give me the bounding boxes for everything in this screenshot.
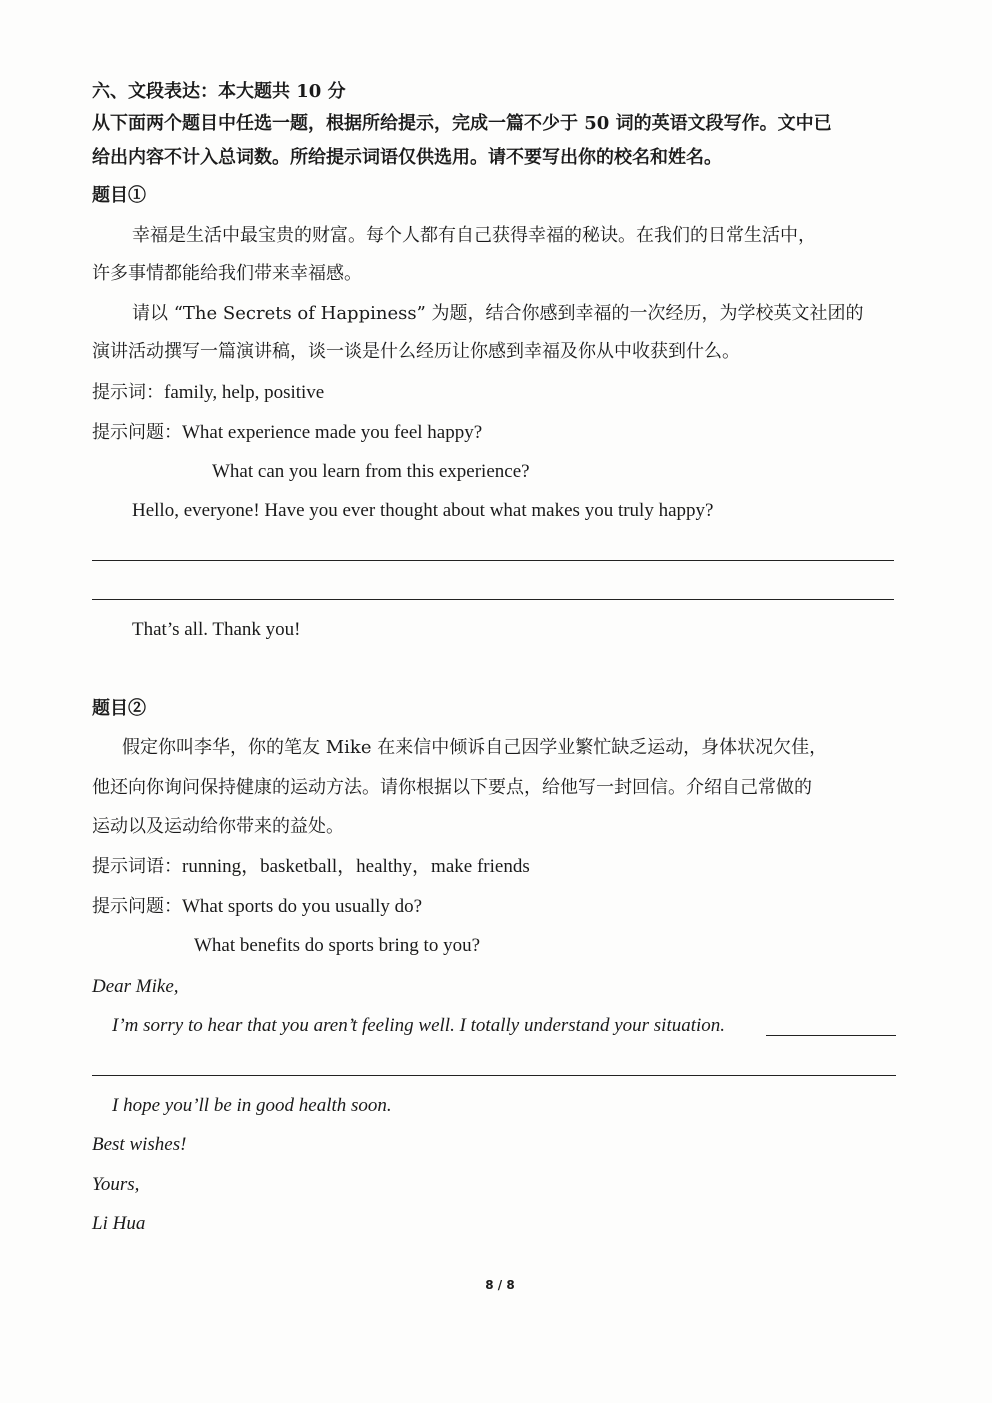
letter-signature: Li Hua xyxy=(92,1213,146,1234)
topic-2-hint-words xyxy=(92,855,530,879)
topic-1-hint-words-list: family, help, positive xyxy=(164,382,325,403)
topic-2-question-1: What sports do you usually do? xyxy=(182,896,423,917)
topic-1-paragraph-1-line-1: 幸福是生活中最宝贵的财富。每个人都有自己获得幸福的秘诀。在我们的日常生活中， xyxy=(132,225,816,246)
topic-2-answer-line-1[interactable] xyxy=(92,1075,896,1076)
topic-2-paragraph-line-2: 他还向你询问保持健康的运动方法。请你根据以下要点，给他写一封回信。介绍自己常做的 xyxy=(92,777,812,798)
topic-1-paragraph-2-line-2: 演讲活动撰写一篇演讲稿，谈一谈是什么经历让你感到幸福及你从中收获到什么。 xyxy=(92,341,740,362)
section-heading: 六、文段表达：本大题共 10 分 xyxy=(92,81,346,102)
topic-1-answer-line-2[interactable] xyxy=(92,599,894,600)
topic-2-hint-words-list: running，basketball，healthy，make friends xyxy=(182,856,530,877)
topic-1-hint-words xyxy=(92,381,324,405)
letter-best-wishes: Best wishes! xyxy=(92,1134,187,1155)
topic-2-hint-question-1 xyxy=(92,895,422,919)
topic-1-paragraph-2-line-1: 请以 “The Secrets of Happiness” 为题，结合你感到幸福的一次经历，为学校英文社团的 xyxy=(132,303,864,324)
topic-2-paragraph-line-3: 运动以及运动给你带来的益处。 xyxy=(92,816,344,837)
letter-opening-sentence: I’m sorry to hear that you aren’t feeling well. I totally understand your situation. xyxy=(112,1015,726,1036)
topic-1-question-1: What experience made you feel happy? xyxy=(182,422,483,443)
topic-2-hint-questions-label: 提示问题： xyxy=(92,896,182,917)
topic-1-opening-sentence: Hello, everyone! Have you ever thought about what makes you truly happy? xyxy=(132,500,714,521)
topic-2-paragraph-line-1: 假定你叫李华，你的笔友 Mike 在来信中倾诉自己因学业繁忙缺乏运动，身体状况欠佳， xyxy=(122,737,828,758)
topic-1-question-2: What can you learn from this experience? xyxy=(212,461,530,482)
letter-yours: Yours, xyxy=(92,1174,140,1195)
topic-2-question-2: What benefits do sports bring to you? xyxy=(194,935,481,956)
topic-2-hint-words-label: 提示词语： xyxy=(92,856,182,877)
topic-1-paragraph-1-line-2: 许多事情都能给我们带来幸福感。 xyxy=(92,263,362,284)
topic-2-title: 题目② xyxy=(92,698,146,719)
instructions-line-1: 从下面两个题目中任选一题，根据所给提示，完成一篇不少于 50 词的英语文段写作。文中已 xyxy=(92,113,832,134)
letter-salutation: Dear Mike, xyxy=(92,976,179,997)
page-number: 8 / 8 xyxy=(485,1278,515,1292)
topic-2-answer-line-inline[interactable] xyxy=(766,1035,896,1036)
topic-1-hint-questions-label: 提示问题： xyxy=(92,422,182,443)
topic-1-closing-sentence: That’s all. Thank you! xyxy=(132,619,301,640)
topic-1-hint-words-label: 提示词： xyxy=(92,382,164,403)
topic-1-title: 题目① xyxy=(92,185,146,206)
instructions-line-2: 给出内容不计入总词数。所给提示词语仅供选用。请不要写出你的校名和姓名。 xyxy=(92,147,722,168)
letter-closing-sentence: I hope you’ll be in good health soon. xyxy=(112,1095,392,1116)
topic-1-answer-line-1[interactable] xyxy=(92,560,894,561)
topic-1-hint-question-1 xyxy=(92,421,482,445)
